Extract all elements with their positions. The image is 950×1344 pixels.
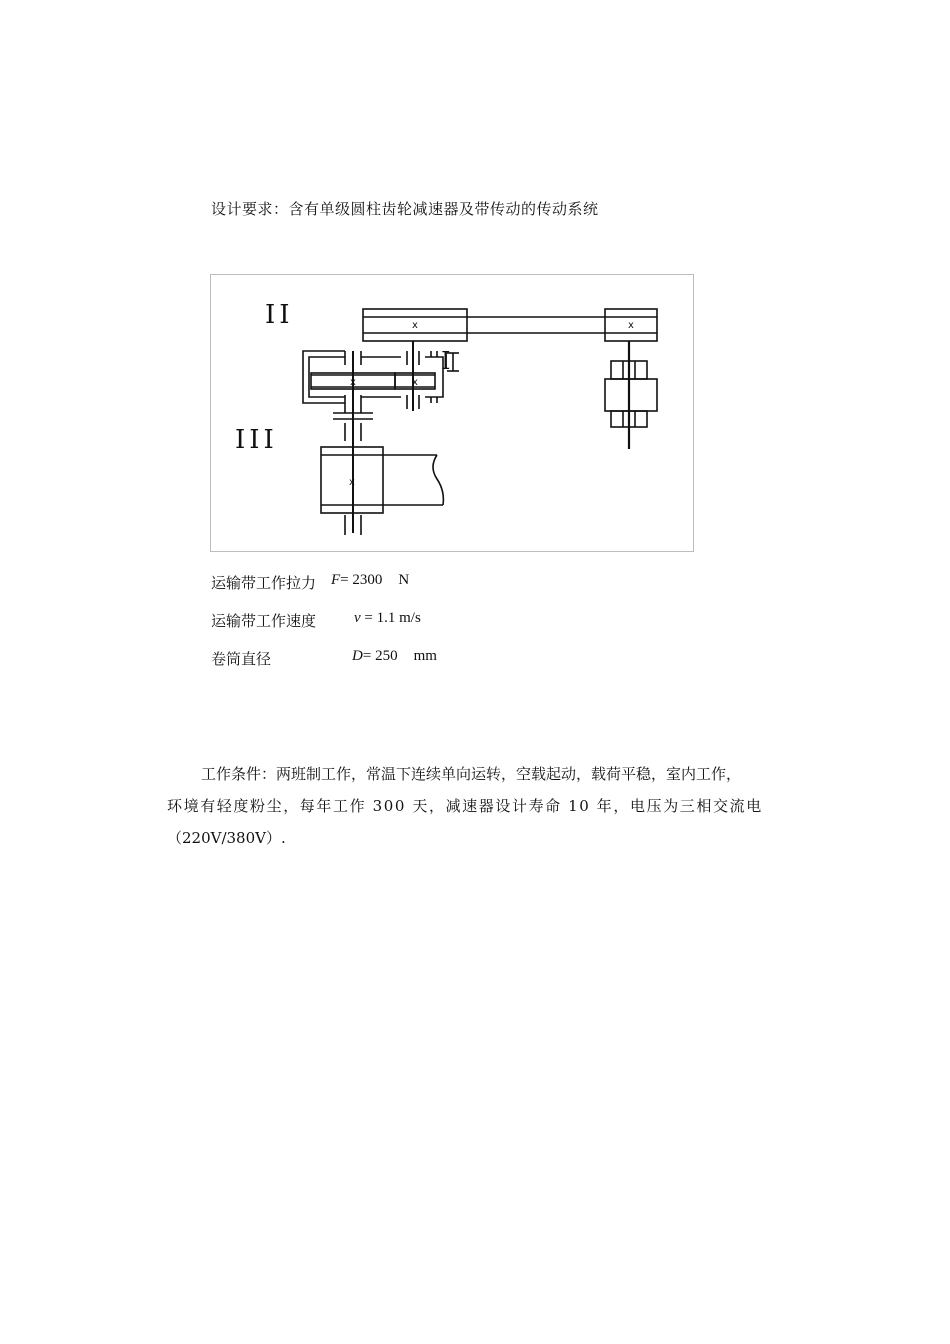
param-label: 运输带工作拉力 xyxy=(211,574,317,592)
conveyor-break xyxy=(433,455,443,505)
pulley-bearing-mark: x xyxy=(412,320,418,331)
motor xyxy=(605,341,657,449)
conditions-line-3: （220V/380V）. xyxy=(167,829,286,847)
drum-bearing-mark: x xyxy=(349,477,355,488)
param-label: 运输带工作速度 xyxy=(211,612,317,630)
conditions-line-1: 工作条件：两班制工作，常温下连续单向运转，空载起动，载荷平稳，室内工作， xyxy=(201,765,742,783)
belt-drive xyxy=(363,309,657,341)
param-value: D= 250 mm xyxy=(352,648,437,664)
gear-bearing-mark: x xyxy=(350,377,356,388)
transmission-schematic xyxy=(210,274,694,552)
gearbox-housing xyxy=(303,351,443,403)
label-shaft-iii: III xyxy=(235,425,278,455)
motor-pulley-bearing-mark: x xyxy=(628,320,634,331)
conditions-line-2: 环境有轻度粉尘，每年工作 300 天，减速器设计寿命 10 年，电压为三相交流电 xyxy=(167,797,763,815)
working-conditions xyxy=(167,758,807,854)
label-shaft-ii: II xyxy=(265,300,294,330)
input-shaft xyxy=(407,341,419,411)
param-value: v = 1.1 m/s xyxy=(354,610,421,626)
pinion-bearing-mark: x xyxy=(412,377,418,388)
param-value: F= 2300 N xyxy=(331,572,410,588)
drum-conveyor xyxy=(321,447,443,513)
design-requirement-heading: 设计要求：含有单级圆柱齿轮减速器及带传动的传动系统 xyxy=(211,200,599,218)
param-label: 卷筒直径 xyxy=(211,650,272,668)
label-shaft-i: I xyxy=(441,347,455,375)
